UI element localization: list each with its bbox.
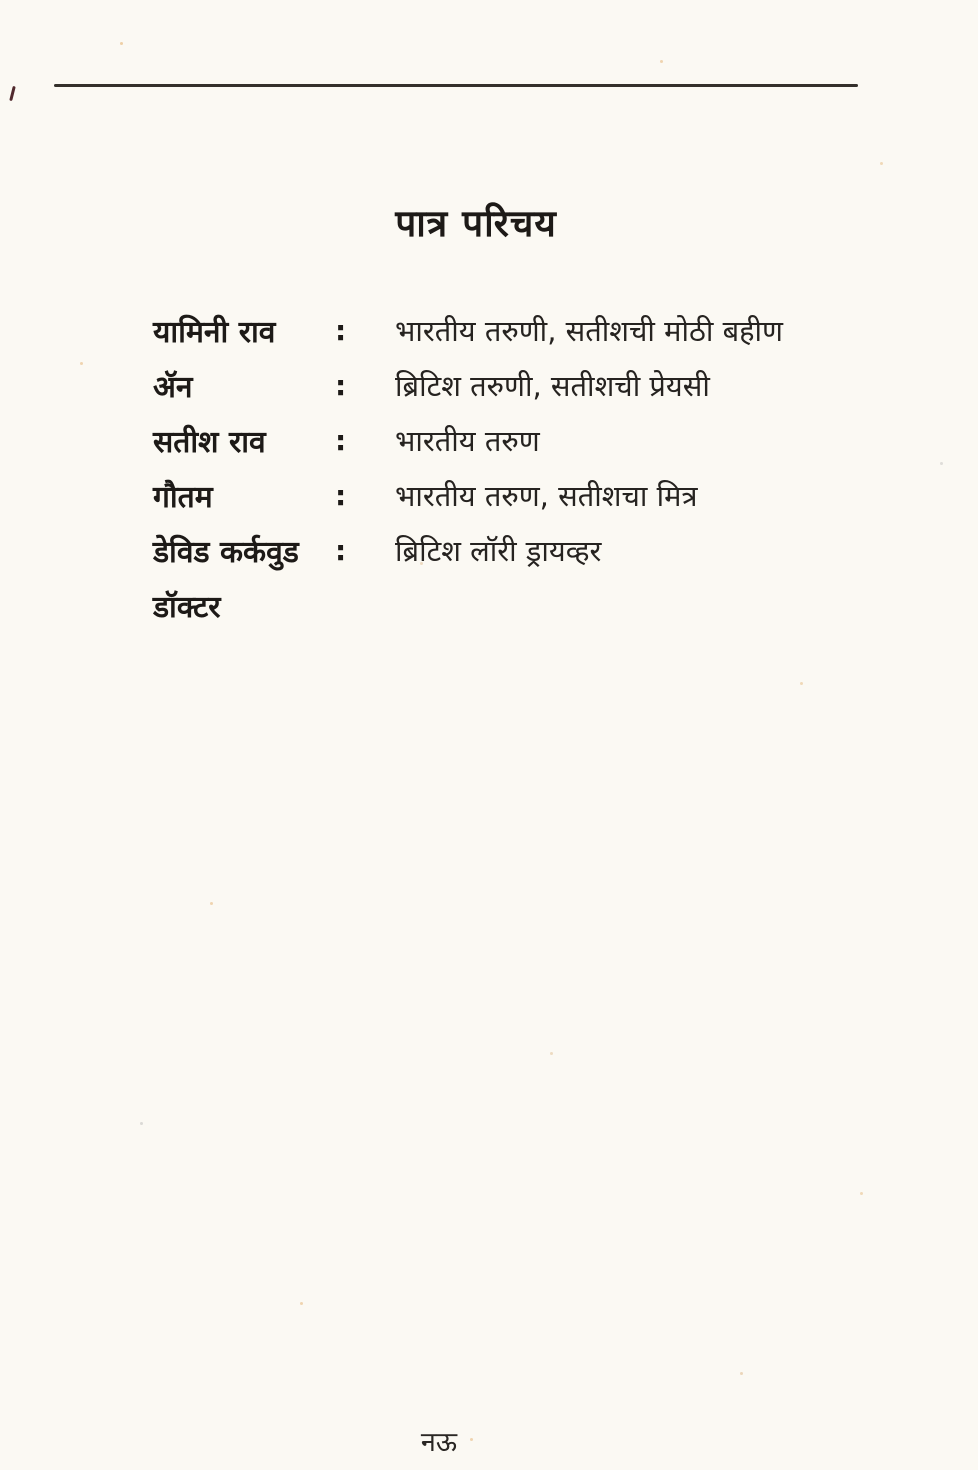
character-name: डॉक्टर [153,590,221,625]
colon-separator: : [335,314,347,347]
character-name: यामिनी राव [153,315,276,350]
colon-separator: : [335,369,347,402]
character-name: ॲन [153,370,193,405]
character-list [153,303,853,633]
character-row-gautam [153,468,853,523]
colon-separator: : [335,534,347,567]
colon-separator: : [335,424,347,457]
character-name: गौतम [153,480,213,515]
character-description: भारतीय तरुण, सतीशचा मित्र [395,479,698,513]
top-divider-line [54,84,858,87]
character-description: ब्रिटिश लॉरी ड्रायव्हर [395,534,602,568]
colon-separator: : [335,479,347,512]
character-row-yamini [153,303,853,358]
character-description: ब्रिटिश तरुणी, सतीशची प्रेयसी [395,369,710,403]
character-name: डेविड कर्कवुड [153,535,299,570]
character-description: भारतीय तरुण [395,424,540,458]
page-number: नऊ [420,1427,458,1458]
character-row-satish [153,413,853,468]
page-title: पात्र परिचय [395,202,557,245]
character-name: सतीश राव [153,425,266,460]
character-row-david [153,523,853,578]
character-row-ann [153,358,853,413]
stray-ink-mark [9,86,16,101]
character-description: भारतीय तरुणी, सतीशची मोठी बहीण [395,314,784,348]
character-row-doctor [153,578,853,633]
